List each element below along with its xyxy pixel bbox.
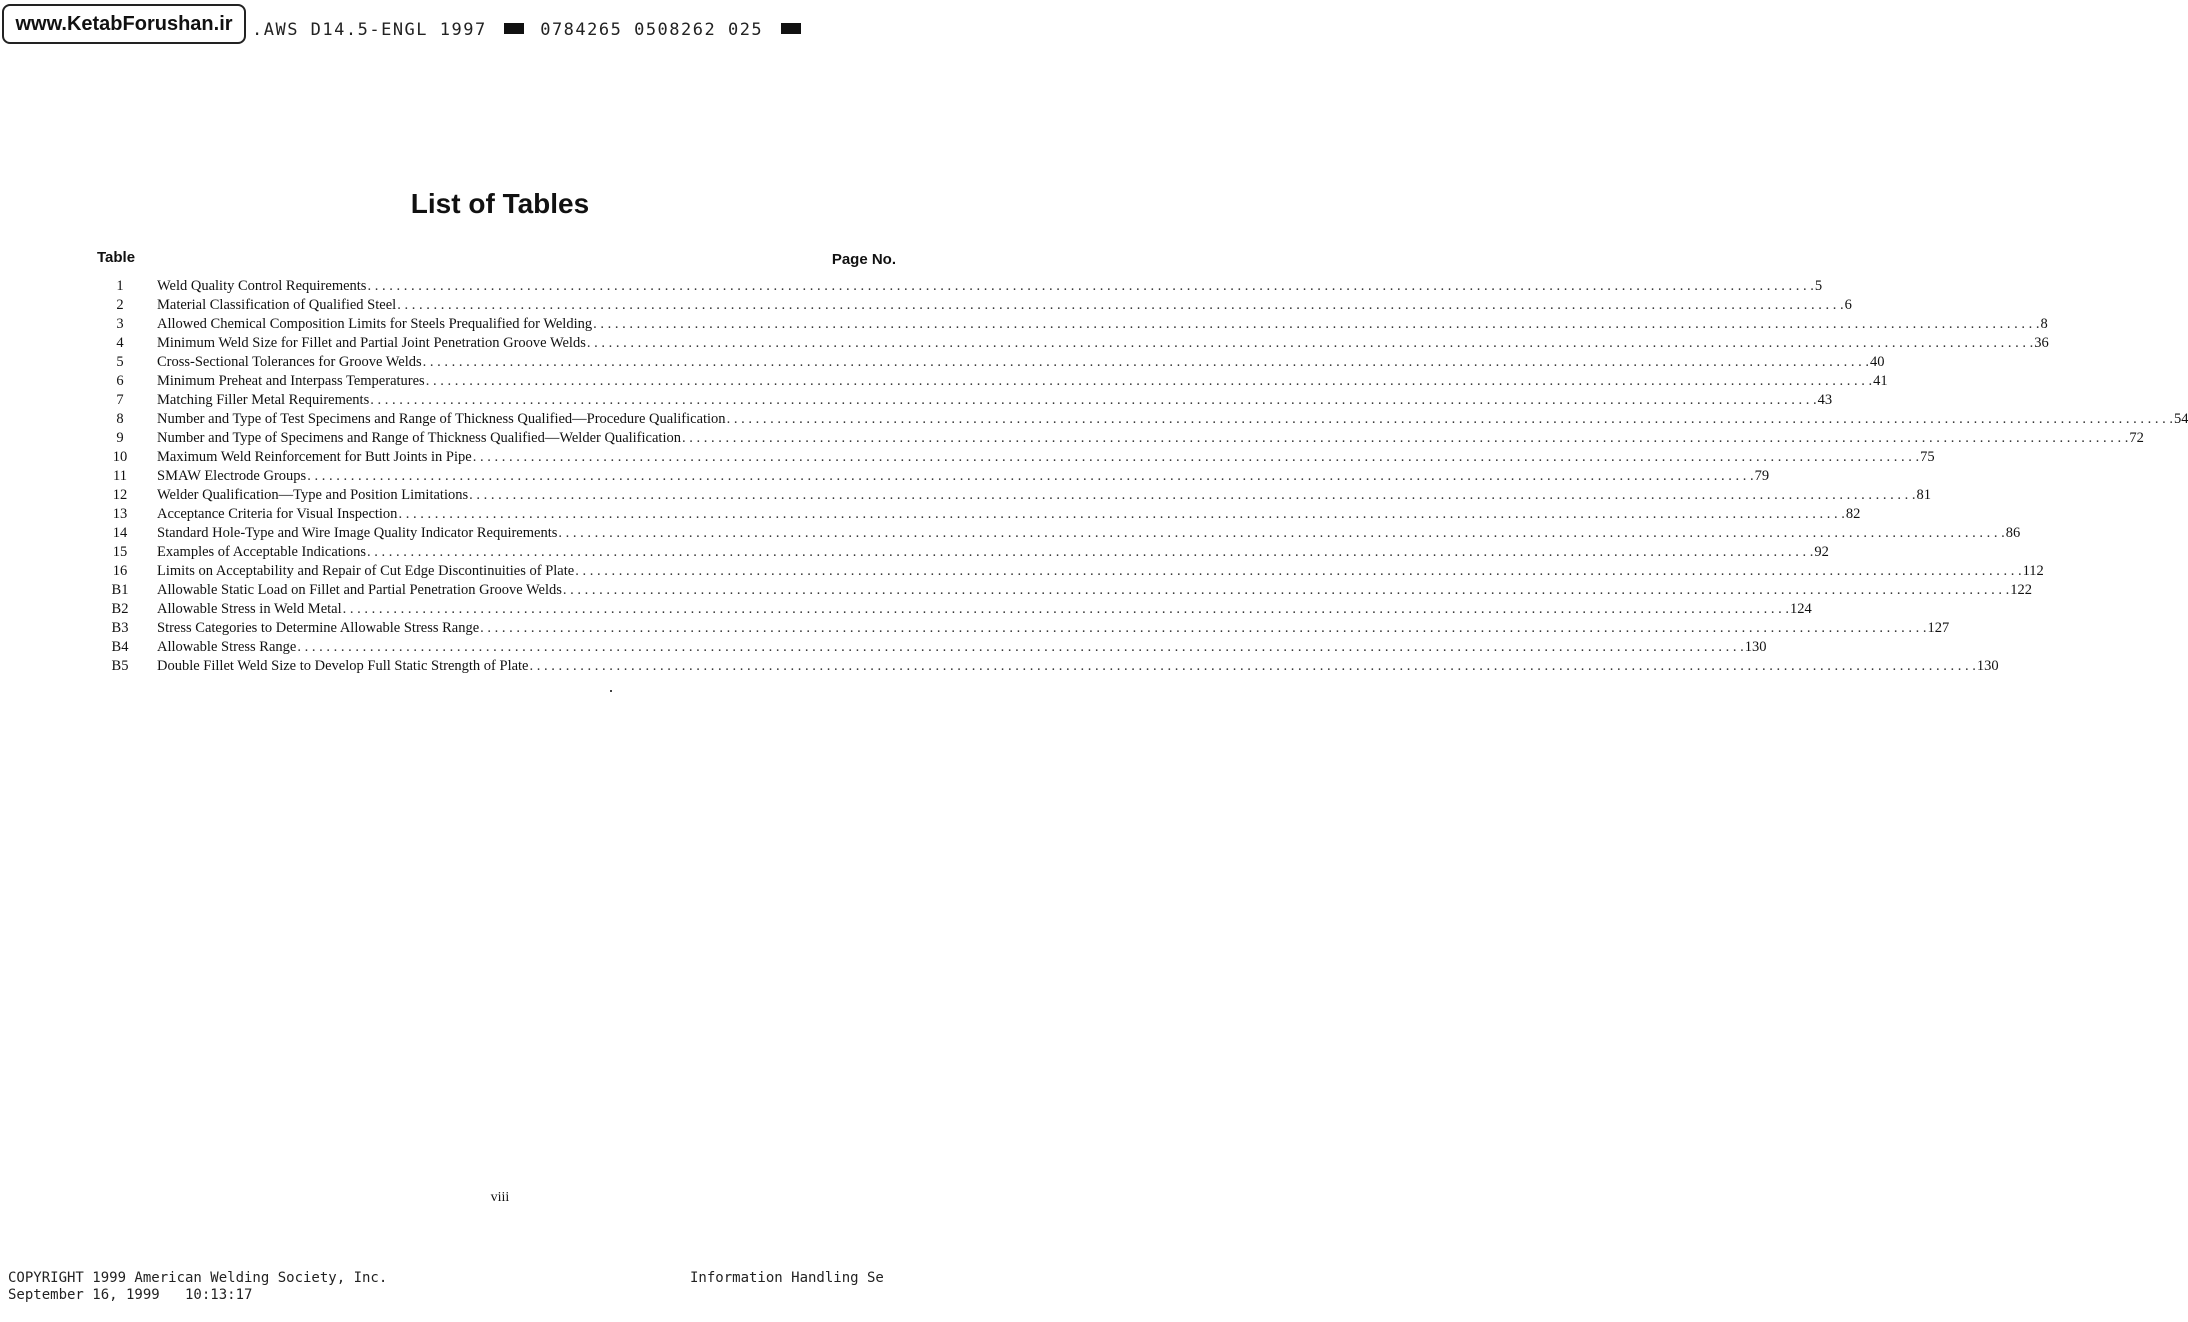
toc-page-number: 79 [1754,468,1770,484]
toc-page-number: 41 [1873,373,1888,389]
toc-page-number: 36 [2034,335,2049,351]
toc-row [95,410,2188,429]
toc-page-number: 75 [1920,449,1935,465]
toc-page-number: 6 [1844,297,1852,313]
toc-table-number: 9 [116,430,124,446]
page-title: List of Tables [410,188,590,219]
toc-page-number: 127 [1927,620,1950,636]
toc-table-title: Minimum Preheat and Interpass Temperatures [157,373,425,389]
toc-dot-leader: . . . . . . . . . . . . . . . . . . . . . . . . . . . . . . . . . . . . . . . . . . . . . . . . . . . . . . . . . . . . . . . . . . . . . . . . . . . . . . . . . . . . . . . . . . . . . . . . . . . . . . . . . . . . . . . . . . . . . . . . . . . . . . . . . . . . . . . . . . . . . . . . . . . . . . . . . . . . . . . . . . . . . . . . . . . . . . . . . . . . . . . . . . . . . . . . . . . . . . . . [342,601,1789,617]
toc-dot-leader: . . . . . . . . . . . . . . . . . . . . . . . . . . . . . . . . . . . . . . . . . . . . . . . . . . . . . . . . . . . . . . . . . . . . . . . . . . . . . . . . . . . . . . . . . . . . . . . . . . . . . . . . . . . . . . . . . . . . . . . . . . . . . . . . . . . . . . . . . . . . . . . . . . . . . . . . . . . . . . . . . . . . . . . . . . . . . . . . . . . . . . . . . . . . . . . . . . . . . . . . [529,658,1976,674]
toc-table-number: 6 [116,373,124,389]
toc-row [95,600,1812,619]
toc-table-number: 4 [116,335,124,351]
watermark-text: www.KetabForushan.ir [15,12,233,35]
footer-copyright-block [8,1270,387,1304]
toc-row [95,486,1931,505]
toc-page-number: 112 [2022,563,2044,579]
toc-table-title: Limits on Acceptability and Repair of Cut Edge Discontinuities of Plate [157,563,575,579]
toc-page-number: 92 [1814,544,1829,560]
footer-copyright: COPYRIGHT 1999 American Welding Society, Inc. [8,1270,388,1286]
toc-row [95,429,2144,448]
toc-table-title: Examples of Acceptable Indications [157,544,366,560]
watermark-badge [2,4,246,44]
header-document-code [252,20,805,40]
toc-table-number: 1 [116,278,124,294]
toc-table-number: 13 [112,506,128,522]
toc-table-number: 3 [116,316,124,332]
toc-page-number: 122 [2010,582,2033,598]
toc-table-title: Matching Filler Metal Requirements [157,392,370,408]
toc-table-number: 11 [113,468,127,484]
toc-dot-leader: . . . . . . . . . . . . . . . . . . . . . . . . . . . . . . . . . . . . . . . . . . . . . . . . . . . . . . . . . . . . . . . . . . . . . . . . . . . . . . . . . . . . . . . . . . . . . . . . . . . . . . . . . . . . . . . . . . . . . . . . . . . . . . . . . . . . . . . . . . . . . . . . . . . . . . . . . . . . . . . . . . . . . . . . . . . . . . . . . . . . . . . . . . . . . . . . . . . . . . . . [593,316,2040,332]
scan-speck [610,690,612,692]
toc-page-number: 72 [2129,430,2144,446]
toc-table-title: Stress Categories to Determine Allowable Stress Range [157,620,480,636]
toc-table-number: B1 [111,582,129,598]
table-of-contents-list [95,277,2188,676]
toc-dot-leader: . . . . . . . . . . . . . . . . . . . . . . . . . . . . . . . . . . . . . . . . . . . . . . . . . . . . . . . . . . . . . . . . . . . . . . . . . . . . . . . . . . . . . . . . . . . . . . . . . . . . . . . . . . . . . . . . . . . . . . . . . . . . . . . . . . . . . . . . . . . . . . . . . . . . . . . . . . . . . . . . . . . . . . . . . . . . . . . . . . . . . . . . . . . . . . . . . . . . . . . . [297,639,1744,655]
toc-table-number: 8 [116,411,124,427]
toc-table-number: 2 [116,297,124,313]
toc-dot-leader: . . . . . . . . . . . . . . . . . . . . . . . . . . . . . . . . . . . . . . . . . . . . . . . . . . . . . . . . . . . . . . . . . . . . . . . . . . . . . . . . . . . . . . . . . . . . . . . . . . . . . . . . . . . . . . . . . . . . . . . . . . . . . . . . . . . . . . . . . . . . . . . . . . . . . . . . . . . . . . . . . . . . . . . . . . . . . . . . . . . . . . . . . . . . . . . . . . . . . . . . [562,582,2010,598]
toc-dot-leader: . . . . . . . . . . . . . . . . . . . . . . . . . . . . . . . . . . . . . . . . . . . . . . . . . . . . . . . . . . . . . . . . . . . . . . . . . . . . . . . . . . . . . . . . . . . . . . . . . . . . . . . . . . . . . . . . . . . . . . . . . . . . . . . . . . . . . . . . . . . . . . . . . . . . . . . . . . . . . . . . . . . . . . . . . . . . . . . . . . . . . . . . . . . . . . . . . . . . . . . . [558,525,2005,541]
toc-row [95,296,1852,315]
toc-table-number: B3 [111,620,129,636]
toc-table-title: Welder Qualification—Type and Position Limitations [157,487,469,503]
toc-row [95,353,1885,372]
toc-dot-leader: . . . . . . . . . . . . . . . . . . . . . . . . . . . . . . . . . . . . . . . . . . . . . . . . . . . . . . . . . . . . . . . . . . . . . . . . . . . . . . . . . . . . . . . . . . . . . . . . . . . . . . . . . . . . . . . . . . . . . . . . . . . . . . . . . . . . . . . . . . . . . . . . . . . . . . . . . . . . . . . . . . . . . . . . . . . . . . . . . . . . . . . . . . . . . . . . . . . . . . . . [726,411,2173,427]
toc-row [95,372,1888,391]
toc-table-title: Allowed Chemical Composition Limits for Steels Prequalified for Welding [157,316,593,332]
toc-row [95,657,1999,676]
toc-table-number: B4 [111,639,129,655]
toc-row [95,277,1823,296]
toc-table-title: Cross-Sectional Tolerances for Groove Welds [157,354,422,370]
toc-dot-leader: . . . . . . . . . . . . . . . . . . . . . . . . . . . . . . . . . . . . . . . . . . . . . . . . . . . . . . . . . . . . . . . . . . . . . . . . . . . . . . . . . . . . . . . . . . . . . . . . . . . . . . . . . . . . . . . . . . . . . . . . . . . . . . . . . . . . . . . . . . . . . . . . . . . . . . . . . . . . . . . . . . . . . . . . . . . . . . . . . . . . . . . . . . . . . . . . . . . . . . . . [575,563,2022,579]
toc-page-number: 81 [1916,487,1931,503]
toc-row [95,467,1770,486]
toc-table-title: Number and Type of Test Specimens and Range of Thickness Qualified—Procedure Qualification [157,411,726,427]
footer-right-text: Information Handling Se [690,1270,884,1286]
black-block-icon [781,23,801,34]
toc-row [95,391,1833,410]
toc-dot-leader: . . . . . . . . . . . . . . . . . . . . . . . . . . . . . . . . . . . . . . . . . . . . . . . . . . . . . . . . . . . . . . . . . . . . . . . . . . . . . . . . . . . . . . . . . . . . . . . . . . . . . . . . . . . . . . . . . . . . . . . . . . . . . . . . . . . . . . . . . . . . . . . . . . . . . . . . . . . . . . . . . . . . . . . . . . . . . . . . . . . . . . . . . . . . . . . . . . . . . . . . [370,392,1817,408]
toc-dot-leader: . . . . . . . . . . . . . . . . . . . . . . . . . . . . . . . . . . . . . . . . . . . . . . . . . . . . . . . . . . . . . . . . . . . . . . . . . . . . . . . . . . . . . . . . . . . . . . . . . . . . . . . . . . . . . . . . . . . . . . . . . . . . . . . . . . . . . . . . . . . . . . . . . . . . . . . . . . . . . . . . . . . . . . . . . . . . . . . . . . . . . . . . . . . . . . . . . . . . . . . . [367,278,1814,294]
toc-dot-leader: . . . . . . . . . . . . . . . . . . . . . . . . . . . . . . . . . . . . . . . . . . . . . . . . . . . . . . . . . . . . . . . . . . . . . . . . . . . . . . . . . . . . . . . . . . . . . . . . . . . . . . . . . . . . . . . . . . . . . . . . . . . . . . . . . . . . . . . . . . . . . . . . . . . . . . . . . . . . . . . . . . . . . . . . . . . . . . . . . . . . . . . . . . . . . . . . . . . . . . . . [681,430,2129,446]
toc-table-title: Allowable Stress in Weld Metal [157,601,342,617]
toc-table-number: 12 [112,487,128,503]
toc-page-number: 130 [1744,639,1767,655]
toc-row [95,334,2049,353]
column-header-page: Page No. [831,251,896,268]
toc-table-title: Minimum Weld Size for Fillet and Partial Joint Penetration Groove Welds [157,335,586,351]
toc-table-number: 5 [116,354,124,370]
toc-page-number: 54 [2173,411,2188,427]
toc-table-title: Material Classification of Qualified Steel [157,297,397,313]
toc-page-number: 130 [1976,658,1999,674]
toc-row [95,581,2033,600]
toc-dot-leader: . . . . . . . . . . . . . . . . . . . . . . . . . . . . . . . . . . . . . . . . . . . . . . . . . . . . . . . . . . . . . . . . . . . . . . . . . . . . . . . . . . . . . . . . . . . . . . . . . . . . . . . . . . . . . . . . . . . . . . . . . . . . . . . . . . . . . . . . . . . . . . . . . . . . . . . . . . . . . . . . . . . . . . . . . . . . . . . . . . . . . . . . . . . . . . . . . . . . . . . . [480,620,1927,636]
toc-table-number: 7 [116,392,124,408]
toc-dot-leader: . . . . . . . . . . . . . . . . . . . . . . . . . . . . . . . . . . . . . . . . . . . . . . . . . . . . . . . . . . . . . . . . . . . . . . . . . . . . . . . . . . . . . . . . . . . . . . . . . . . . . . . . . . . . . . . . . . . . . . . . . . . . . . . . . . . . . . . . . . . . . . . . . . . . . . . . . . . . . . . . . . . . . . . . . . . . . . . . . . . . . . . . . . . . . . . . . . . . . . . . [469,487,1916,503]
toc-table-title: Number and Type of Specimens and Range of Thickness Qualified—Welder Qualification [157,430,681,446]
toc-page-number: 5 [1814,278,1823,294]
toc-page-number: 86 [2005,525,2021,541]
toc-dot-leader: . . . . . . . . . . . . . . . . . . . . . . . . . . . . . . . . . . . . . . . . . . . . . . . . . . . . . . . . . . . . . . . . . . . . . . . . . . . . . . . . . . . . . . . . . . . . . . . . . . . . . . . . . . . . . . . . . . . . . . . . . . . . . . . . . . . . . . . . . . . . . . . . . . . . . . . . . . . . . . . . . . . . . . . . . . . . . . . . . . . . . . . . . . . . . . . . . . . . . . . . [307,468,1754,484]
toc-page-number: 8 [2040,316,2048,332]
toc-page-number: 43 [1817,392,1833,408]
toc-table-number: 16 [112,563,128,579]
toc-table-title: Acceptance Criteria for Visual Inspection [157,506,398,522]
toc-table-title: Allowable Stress Range [157,639,297,655]
toc-dot-leader: . . . . . . . . . . . . . . . . . . . . . . . . . . . . . . . . . . . . . . . . . . . . . . . . . . . . . . . . . . . . . . . . . . . . . . . . . . . . . . . . . . . . . . . . . . . . . . . . . . . . . . . . . . . . . . . . . . . . . . . . . . . . . . . . . . . . . . . . . . . . . . . . . . . . . . . . . . . . . . . . . . . . . . . . . . . . . . . . . . . . . . . . . . . . . . . . . . . . . . . . [398,506,1845,522]
toc-table-title: Maximum Weld Reinforcement for Butt Joints in Pipe [157,449,472,465]
toc-page-number: 82 [1845,506,1861,522]
toc-row [95,524,2021,543]
toc-row [95,619,1950,638]
toc-table-number: B5 [111,658,129,674]
toc-table-number: 15 [112,544,128,560]
toc-row [95,448,1935,467]
toc-page-number: 40 [1870,354,1885,370]
page-number: viii [490,1190,510,1205]
toc-dot-leader: . . . . . . . . . . . . . . . . . . . . . . . . . . . . . . . . . . . . . . . . . . . . . . . . . . . . . . . . . . . . . . . . . . . . . . . . . . . . . . . . . . . . . . . . . . . . . . . . . . . . . . . . . . . . . . . . . . . . . . . . . . . . . . . . . . . . . . . . . . . . . . . . . . . . . . . . . . . . . . . . . . . . . . . . . . . . . . . . . . . . . . . . . . . . . . . . . . . . . . . . [586,335,2034,351]
toc-table-title: Allowable Static Load on Fillet and Partial Penetration Groove Welds [157,582,562,598]
toc-page-number: 124 [1790,601,1812,617]
toc-dot-leader: . . . . . . . . . . . . . . . . . . . . . . . . . . . . . . . . . . . . . . . . . . . . . . . . . . . . . . . . . . . . . . . . . . . . . . . . . . . . . . . . . . . . . . . . . . . . . . . . . . . . . . . . . . . . . . . . . . . . . . . . . . . . . . . . . . . . . . . . . . . . . . . . . . . . . . . . . . . . . . . . . . . . . . . . . . . . . . . . . . . . . . . . . . . . . . . . . . . . . . . . [397,297,1844,313]
footer-date: September 16, 1999 10:13:17 [8,1287,253,1303]
header-doc-id: .AWS D14.5-ENGL 1997 [252,20,487,40]
toc-table-title: Weld Quality Control Requirements [157,278,367,294]
toc-dot-leader: . . . . . . . . . . . . . . . . . . . . . . . . . . . . . . . . . . . . . . . . . . . . . . . . . . . . . . . . . . . . . . . . . . . . . . . . . . . . . . . . . . . . . . . . . . . . . . . . . . . . . . . . . . . . . . . . . . . . . . . . . . . . . . . . . . . . . . . . . . . . . . . . . . . . . . . . . . . . . . . . . . . . . . . . . . . . . . . . . . . . . . . . . . . . . . . . . . . . . . . . [472,449,1920,465]
toc-row [95,562,2044,581]
toc-table-number: B2 [111,601,129,617]
header-code-numbers: 0784265 0508262 025 [540,20,764,40]
toc-dot-leader: . . . . . . . . . . . . . . . . . . . . . . . . . . . . . . . . . . . . . . . . . . . . . . . . . . . . . . . . . . . . . . . . . . . . . . . . . . . . . . . . . . . . . . . . . . . . . . . . . . . . . . . . . . . . . . . . . . . . . . . . . . . . . . . . . . . . . . . . . . . . . . . . . . . . . . . . . . . . . . . . . . . . . . . . . . . . . . . . . . . . . . . . . . . . . . . . . . . . . . . . [366,544,1814,560]
toc-table-number: 14 [112,525,128,541]
column-header-table: Table [97,249,136,266]
toc-dot-leader: . . . . . . . . . . . . . . . . . . . . . . . . . . . . . . . . . . . . . . . . . . . . . . . . . . . . . . . . . . . . . . . . . . . . . . . . . . . . . . . . . . . . . . . . . . . . . . . . . . . . . . . . . . . . . . . . . . . . . . . . . . . . . . . . . . . . . . . . . . . . . . . . . . . . . . . . . . . . . . . . . . . . . . . . . . . . . . . . . . . . . . . . . . . . . . . . . . . . . . . . [425,373,1873,389]
toc-dot-leader: . . . . . . . . . . . . . . . . . . . . . . . . . . . . . . . . . . . . . . . . . . . . . . . . . . . . . . . . . . . . . . . . . . . . . . . . . . . . . . . . . . . . . . . . . . . . . . . . . . . . . . . . . . . . . . . . . . . . . . . . . . . . . . . . . . . . . . . . . . . . . . . . . . . . . . . . . . . . . . . . . . . . . . . . . . . . . . . . . . . . . . . . . . . . . . . . . . . . . . . . [422,354,1870,370]
toc-table-title: Double Fillet Weld Size to Develop Full Static Strength of Plate [157,658,529,674]
toc-table-title: Standard Hole-Type and Wire Image Quality Indicator Requirements [157,525,558,541]
toc-table-number: 10 [112,449,128,465]
black-block-icon [504,23,524,34]
toc-row [95,315,2048,334]
toc-table-title: SMAW Electrode Groups [157,468,307,484]
toc-row [95,543,1829,562]
toc-row [95,505,1861,524]
toc-row [95,638,1767,657]
